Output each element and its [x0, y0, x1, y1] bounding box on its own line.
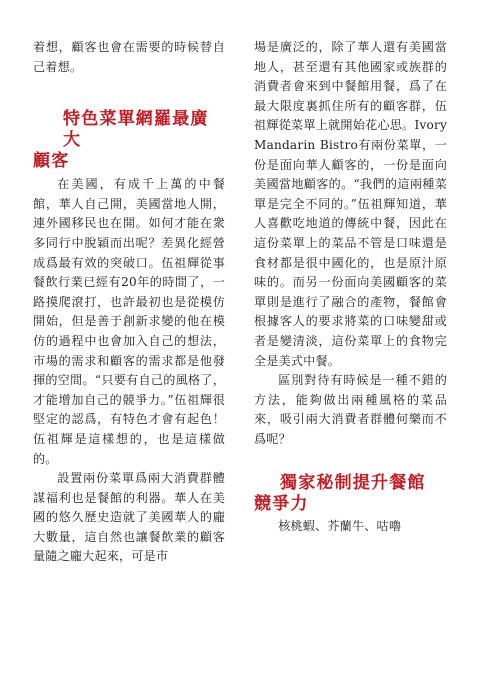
section-heading-line-2: 競爭力	[254, 494, 309, 515]
section-heading-line-1: 獨家秘制提升餐館	[280, 473, 426, 494]
right-column	[254, 38, 447, 537]
section-heading-exclusive-recipe	[254, 473, 447, 515]
left-column	[33, 38, 225, 567]
intro-paragraph: 着想，顧客也會在需要的時候替自己着想。	[33, 40, 225, 74]
body-paragraph: 場是廣泛的，除了華人還有美國當地人，甚至還有其他國家或族群的消費者會來到中餐館用餐，爲了在最大限度裏抓住所有的顧客群，伍祖輝從菜單上就開始花心思。Ivory Mandarin Bistro有兩份菜單，一份是面向華人顧客的，一份是面向美國當地顧客的。“我們的這兩種菜單是完全不同的。”伍祖輝知道，華人喜歡吃地道的傳統中餐，因此在這份菜單上的菜品不管是口味還是食材都是很中國化的，也是原汁原味的。而另一份面向美國顧客的菜單則是進行了融合的產物，餐館會根據客人的要求將菜的口味變甜或者是變清淡，這份菜單上的食物完全是美式中餐。	[254, 40, 447, 368]
section-heading-line-1: 特色菜單網羅最廣大	[63, 109, 209, 151]
section-heading-line-2: 顧客	[33, 151, 70, 172]
body-paragraph: 在美國，有成千上萬的中餐館，華人自己開，美國當地人開，連外國移民也在開。如何才能在衆多同行中脫穎而出呢？差異化經營成爲最有效的突破口。伍祖輝從事餐飲行業已經有20年的時間了，一路摸爬滾打，也許最初也是從模仿開始，但是善于創新求變的他在模仿的過程中也會加入自己的想法，市場的需求和顧客的需求都是他發揮的空間。“只要有自己的風格了，才能增加自己的競爭力。”伍祖輝很堅定的認爲，有特色才會有起色！伍祖輝是這樣想的，也是這樣做的。	[33, 177, 225, 466]
section-heading-special-menu	[33, 109, 225, 172]
body-paragraph: 區別對待有時候是一種不錯的方法，能夠做出兩種風格的菜品來，吸引兩大消費者群體何樂而不爲呢？	[254, 373, 447, 446]
body-paragraph: 核桃蝦、芥蘭牛、咕嚕	[278, 519, 402, 534]
body-paragraph: 設置兩份菜單爲兩大消費群體謀福利也是餐館的利器。華人在美國的悠久歷史造就了美國華人的龐大數量，這自然也讓餐飲業的顧客量隨之龐大起來，可是市	[33, 471, 225, 564]
